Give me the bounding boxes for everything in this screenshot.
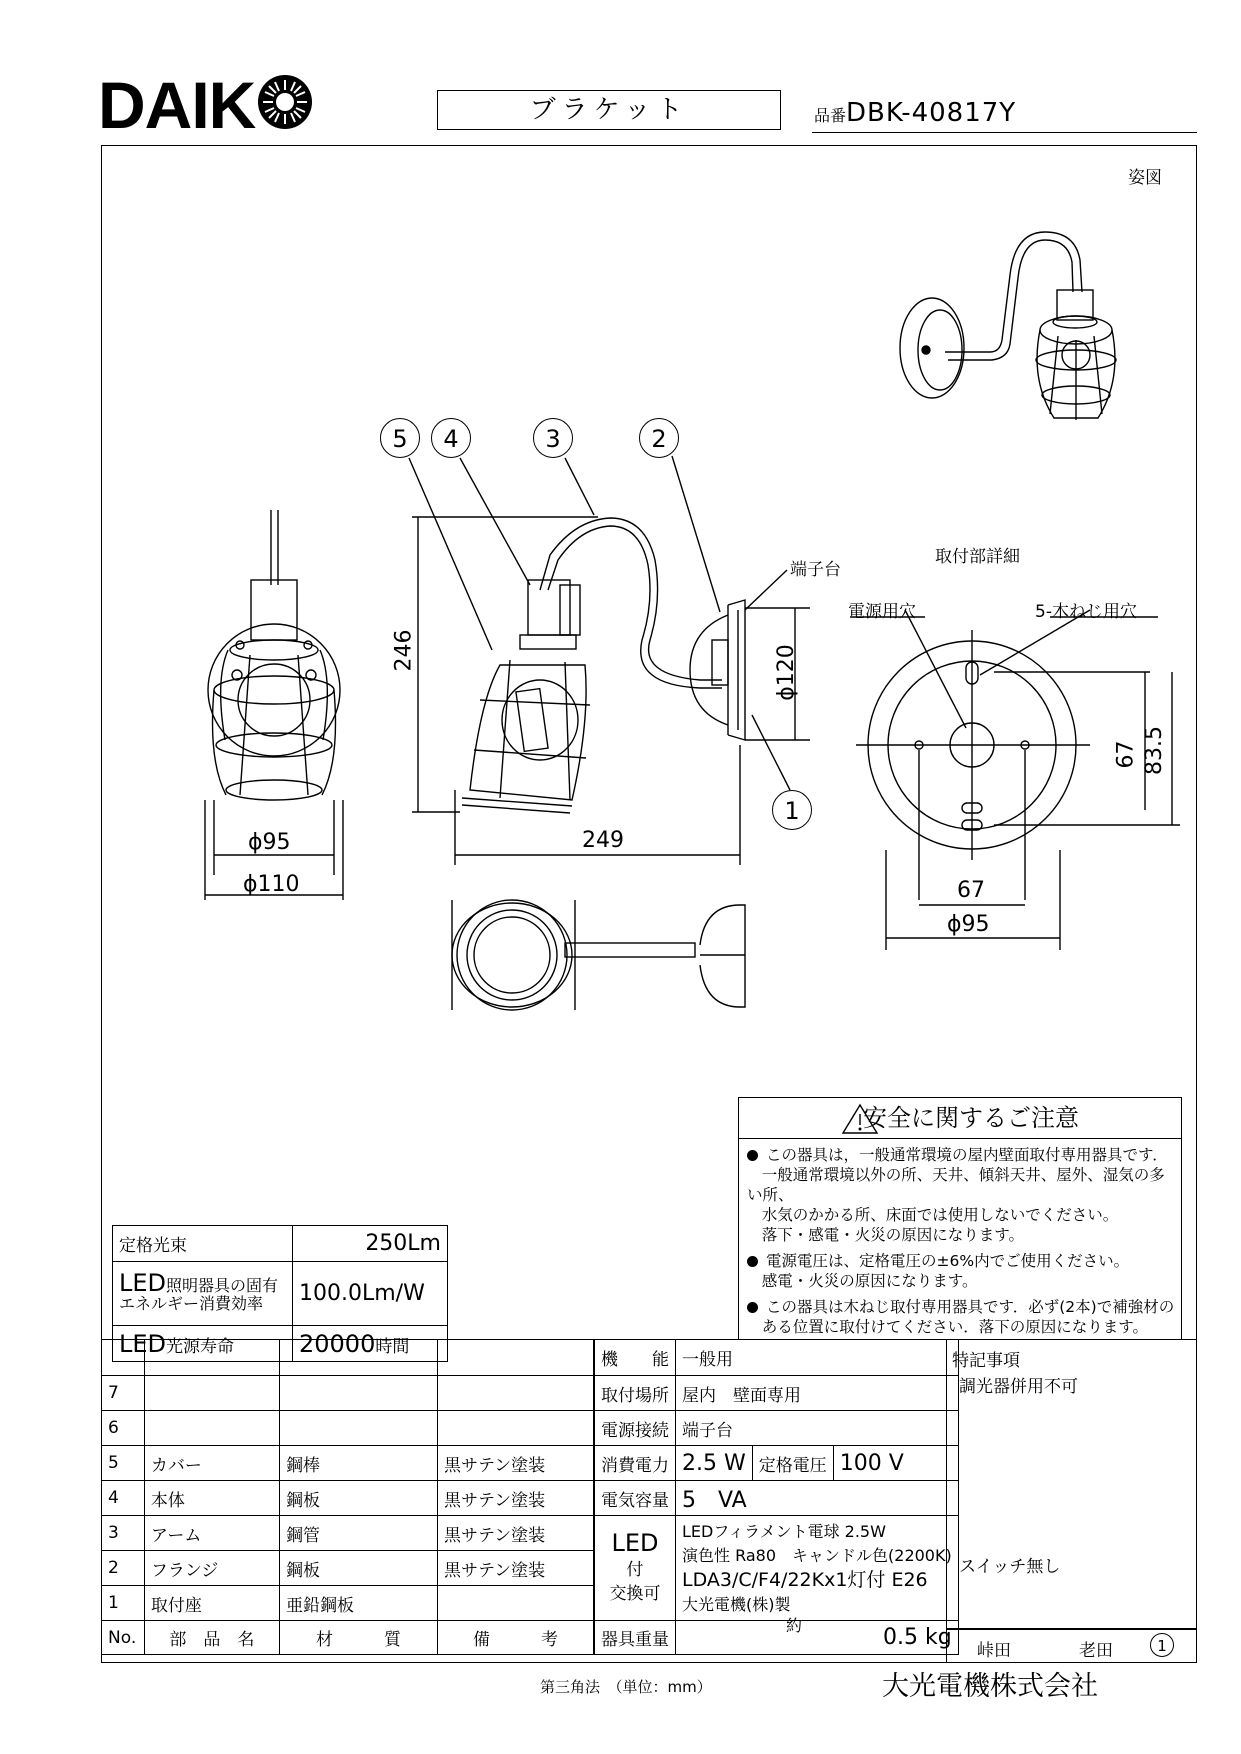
part-name: 取付座	[144, 1586, 279, 1621]
spec-led-label	[595, 1516, 676, 1621]
safety-notice	[738, 1097, 1182, 1340]
dim-flange-dia: ϕ120	[773, 644, 799, 701]
part-material: 鋼板	[280, 1551, 438, 1586]
perf-label-efficiency	[113, 1262, 293, 1326]
spec-weight-prefix: 約	[786, 1616, 803, 1635]
signature-name1: 峠田	[977, 1641, 1011, 1661]
table-row	[102, 1376, 594, 1411]
spec-function-label: 機 能	[595, 1340, 676, 1376]
dim-d95-front: ϕ95	[248, 830, 291, 855]
dim-d110-front: ϕ110	[243, 872, 300, 897]
part-no: 6	[102, 1411, 145, 1446]
terminal-label: 端子台	[790, 560, 841, 580]
spec-capacity: 5 VA	[676, 1481, 959, 1516]
safety-line: 落下・感電・火災の原因になります。	[761, 1226, 1025, 1244]
part-name: カバー	[144, 1446, 279, 1481]
spec-mount: 屋内 壁面専用	[676, 1376, 959, 1411]
spec-table	[594, 1339, 959, 1655]
part-no: 1	[102, 1586, 145, 1621]
safety-line: 電源電圧は、定格電圧の±6%内でご使用ください。	[766, 1252, 1130, 1270]
spec-weight-label: 器具重量	[595, 1621, 676, 1655]
dim-height: 246	[391, 629, 417, 672]
callout-leaders	[409, 456, 790, 790]
part-note	[438, 1586, 594, 1621]
perf-value-flux: 250Lm	[293, 1226, 448, 1262]
spec-led-line: LEDフィラメント電球 2.5W	[682, 1521, 886, 1541]
notes-line1: 調光器併用不可	[959, 1377, 1078, 1397]
perf-label-flux: 定格光束	[113, 1226, 293, 1262]
mount-detail-label: 取付部詳細	[935, 547, 1020, 567]
part-note	[438, 1376, 594, 1411]
signature-box	[946, 1629, 1197, 1663]
table-row	[102, 1481, 594, 1516]
dim-83-5: 83.5	[1141, 726, 1167, 775]
notes-box	[946, 1339, 1197, 1629]
dim-67-vertical: 67	[1113, 740, 1139, 769]
part-name: フランジ	[144, 1551, 279, 1586]
bullet-icon	[747, 1150, 758, 1161]
callout-1: 1	[772, 790, 812, 830]
sheet-number: 1	[1150, 1633, 1174, 1657]
product-type: ブラケット	[529, 95, 689, 125]
part-material	[280, 1376, 438, 1411]
screw-hole-label: 5-木ねじ用穴	[1035, 602, 1137, 622]
company-name: 大光電機株式会社	[882, 1671, 1098, 1702]
spec-connection: 端子台	[676, 1411, 959, 1446]
hinban-label: 品番	[814, 106, 847, 125]
part-material: 鋼板	[280, 1481, 438, 1516]
dim-67-horizontal: 67	[957, 878, 985, 903]
table-row	[102, 1411, 594, 1446]
spec-led-line: 大光電機(株)製	[682, 1594, 791, 1614]
spec-led-line: LDA3/C/F4/22Kx1灯付 E26	[682, 1568, 928, 1591]
parts-table	[101, 1336, 594, 1655]
spec-led-detail	[676, 1516, 959, 1621]
safety-line: この器具は木ねじ取付専用器具です．必ず(2本)で補強材の	[766, 1298, 1175, 1316]
spec-capacity-label: 電気容量	[595, 1481, 676, 1516]
perf-life-label: 光源寿命	[166, 1336, 235, 1357]
perf-led-text: LED	[119, 1329, 167, 1358]
daiko-logo: DAIK	[98, 72, 315, 142]
header-note: 備 考	[438, 1621, 594, 1655]
table-row	[102, 1551, 594, 1586]
part-no: 7	[102, 1376, 145, 1411]
spec-weight-cell	[676, 1616, 959, 1655]
spec-weight: 0.5 kg	[883, 1625, 952, 1650]
table-row	[102, 1516, 594, 1551]
callout-4: 4	[431, 418, 471, 458]
header-material: 材 質	[280, 1621, 438, 1655]
part-name: アーム	[144, 1516, 279, 1551]
signature-name2: 老田	[1079, 1641, 1113, 1661]
part-name: 本体	[144, 1481, 279, 1516]
callout-2: 2	[639, 418, 679, 458]
perf-life-unit: 時間	[375, 1336, 410, 1357]
perf-label-line1: 照明器具の固有	[166, 1276, 279, 1295]
part-name	[144, 1411, 279, 1446]
table-row	[102, 1586, 594, 1621]
part-note	[438, 1411, 594, 1446]
spec-power-label: 消費電力	[595, 1446, 676, 1481]
safety-item-1	[747, 1145, 1175, 1245]
header-no: No.	[102, 1621, 145, 1655]
model-text: DBK-40817Y	[846, 98, 1017, 128]
spec-power: 2.5 W	[676, 1446, 753, 1481]
perf-life-number: 20000	[299, 1329, 376, 1358]
spec-led-line: 演色性 Ra80 キャンドル色(2200K)	[682, 1545, 952, 1565]
header-name: 部 品 名	[144, 1621, 279, 1655]
projection-note: 第三角法 （単位：mm）	[540, 1678, 712, 1696]
part-material: 鋼棒	[280, 1446, 438, 1481]
bullet-icon	[747, 1302, 758, 1313]
dim-depth: 249	[582, 828, 624, 853]
part-material	[280, 1411, 438, 1446]
spec-voltage-label: 定格電圧	[752, 1446, 833, 1481]
part-note: 黒サテン塗装	[438, 1481, 594, 1516]
part-name	[144, 1376, 279, 1411]
safety-item-3	[747, 1297, 1175, 1337]
view-label: 姿図	[1128, 168, 1162, 188]
safety-line: この器具は，一般通常環境の屋内壁面取付専用器具です．	[766, 1146, 1168, 1164]
safety-item-2	[747, 1251, 1175, 1291]
spec-led-label-sub: 付	[626, 1559, 644, 1580]
spec-connection-label: 電源接続	[595, 1411, 676, 1446]
spec-function: 一般用	[676, 1340, 959, 1376]
table-row	[102, 1446, 594, 1481]
parts-header-row	[102, 1621, 594, 1655]
safety-line: ある位置に取付けてください．落下の原因になります。	[761, 1318, 1149, 1336]
part-note: 黒サテン塗装	[438, 1551, 594, 1586]
perf-value-efficiency: 100.0Lm/W	[293, 1262, 448, 1326]
part-note: 黒サテン塗装	[438, 1446, 594, 1481]
spec-voltage: 100 V	[833, 1446, 958, 1481]
mount-detail-view	[850, 610, 1180, 950]
perf-led-text: LED	[119, 1269, 167, 1297]
part-material: 亜鉛鋼板	[280, 1586, 438, 1621]
part-no: 2	[102, 1551, 145, 1586]
notes-title: 特記事項	[952, 1351, 1020, 1371]
bullet-icon	[747, 1256, 758, 1267]
part-no: 5	[102, 1446, 145, 1481]
safety-title: 安全に関するご注意	[739, 1098, 1181, 1139]
part-no: 4	[102, 1481, 145, 1516]
top-view	[452, 900, 745, 1010]
perspective-view	[900, 232, 1116, 420]
callout-3: 3	[533, 418, 573, 458]
safety-line: 一般通常環境以外の所、天井、傾斜天井、屋外、湿気の多い所、	[747, 1166, 1165, 1204]
notes-line2: スイッチ無し	[959, 1557, 1061, 1577]
spec-led-label-exchange: 交換可	[609, 1583, 661, 1604]
safety-line: 水気のかかる所、床面では使用しないでください。	[761, 1206, 1119, 1224]
spec-led-label-main: LED	[611, 1528, 659, 1557]
side-view	[412, 517, 810, 865]
part-no: 3	[102, 1516, 145, 1551]
perf-label-line2: エネルギー消費効率	[119, 1294, 264, 1313]
safety-line: 感電・火災の原因になります。	[761, 1272, 978, 1290]
callout-5: 5	[380, 418, 420, 458]
part-note: 黒サテン塗装	[438, 1516, 594, 1551]
part-material: 鋼管	[280, 1516, 438, 1551]
power-hole-label: 電源用穴	[848, 602, 916, 622]
spec-mount-label: 取付場所	[595, 1376, 676, 1411]
dim-d95-mount: ϕ95	[947, 912, 990, 937]
